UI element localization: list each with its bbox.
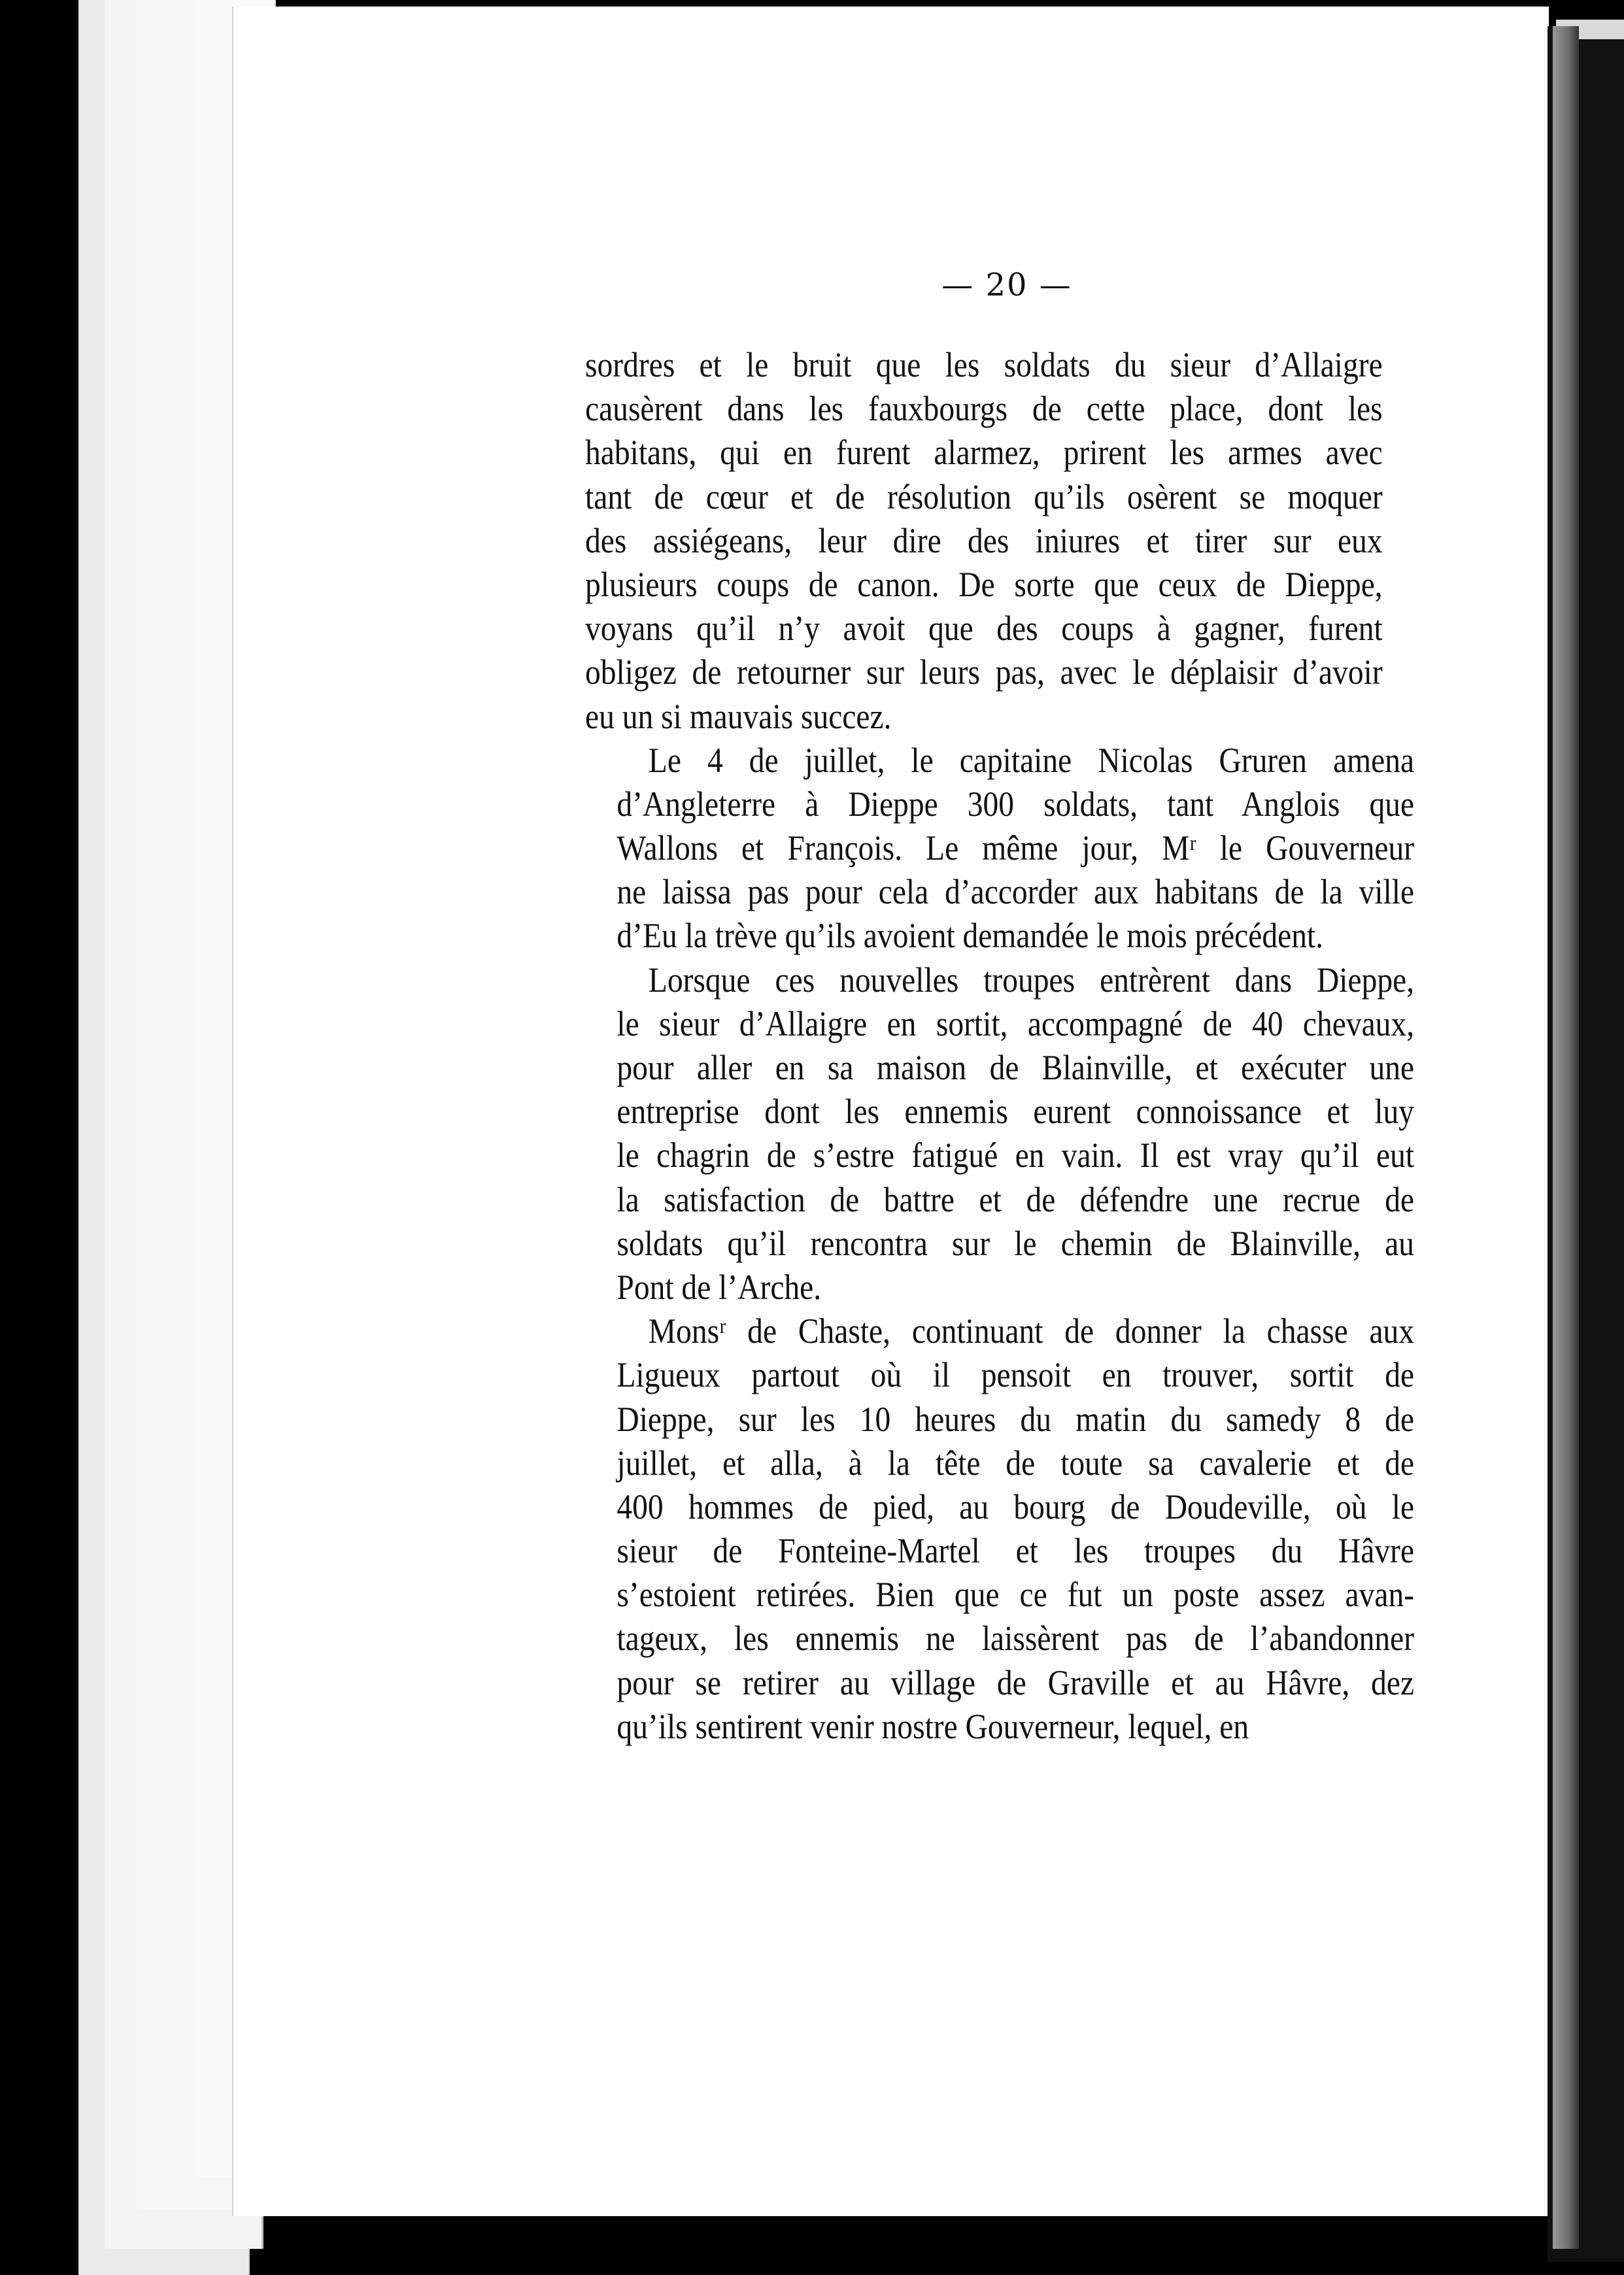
text-line: juillet, et alla, à la tête de toute sa cavalerie et de	[617, 1443, 1415, 1483]
text-line: soldats qu’il rencontra sur le chemin de Blainville, au	[617, 1223, 1415, 1263]
text-line: pour se retirer au village de Graville et au Hâvre, dez	[617, 1662, 1415, 1702]
text-line: entreprise dont les ennemis eurent connoissance et luy	[617, 1092, 1415, 1132]
text-line: Dieppe, sur les 10 heures du matin du samedy 8 de	[617, 1399, 1415, 1439]
text-line: des assiégeans, leur dire des iniures et tirer sur eux	[585, 520, 1383, 560]
text-line: sordres et le bruit que les soldats du sieur d’Allaigre	[585, 345, 1383, 384]
page-number: — 20 —	[941, 267, 1072, 303]
text-line: tageux, les ennemis ne laissèrent pas de l’abandonner	[617, 1619, 1415, 1659]
text-line: Lorsque ces nouvelles troupes entrèrent dans Dieppe,	[648, 960, 1415, 1000]
text-line: obligez de retourner sur leurs pas, avec le déplaisir d’avoir	[585, 652, 1383, 692]
text-line: s’estoient retirées. Bien que ce fut un poste assez avan-	[617, 1575, 1415, 1615]
text-line: eu un si mauvais succez.	[585, 696, 892, 736]
body-text	[585, 343, 1415, 1749]
text-line: Pont de l’Arche.	[617, 1267, 822, 1307]
text-line: causèrent dans les fauxbourgs de cette place, dont les	[585, 389, 1383, 429]
text-line: voyans qu’il n’y avoit que des coups à gagner, furent	[585, 609, 1383, 649]
paragraph	[585, 1309, 1415, 1749]
paragraph	[585, 739, 1415, 958]
text-line: 400 hommes de pied, au bourg de Doudeville, où le	[617, 1487, 1415, 1526]
text-line: qu’ils sentirent venir nostre Gouverneur, lequel, en	[617, 1706, 1249, 1746]
text-line: plusieurs coups de canon. De sorte que ceux de Dieppe,	[585, 564, 1383, 604]
text-line: tant de cœur et de résolution qu’ils osèrent se moquer	[585, 477, 1383, 516]
paragraph	[585, 958, 1415, 1310]
text-line: sieur de Fonteine-Martel et les troupes du Hâvre	[617, 1531, 1415, 1571]
text-line: habitans, qui en furent alarmez, prirent les armes avec	[585, 433, 1383, 473]
text-line: Ligueux partout où il pensoit en trouver, sortit de	[617, 1355, 1415, 1395]
text-line: le sieur d’Allaigre en sortit, accompagné de 40 chevaux,	[617, 1003, 1415, 1043]
text-line: la satisfaction de battre et de défendre une recrue de	[617, 1179, 1415, 1219]
text-line: pour aller en sa maison de Blainville, et exécuter une	[617, 1048, 1415, 1087]
text-line: ne laissa pas pour cela d’accorder aux habitans de la ville	[617, 872, 1415, 912]
spine-shadow-bar	[1553, 26, 1579, 2249]
text-line: Monsʳ de Chaste, continuant de donner la chasse aux	[648, 1311, 1415, 1351]
text-line: d’Angleterre à Dieppe 300 soldats, tant Anglois que	[617, 784, 1415, 824]
text-line: Wallons et François. Le même jour, Mʳ le Gouverneur	[617, 828, 1415, 868]
text-line: d’Eu la trève qu’ils avoient demandée le mois précédent.	[617, 916, 1324, 956]
text-line: le chagrin de s’estre fatigué en vain. Il est vray qu’il eut	[617, 1136, 1415, 1175]
text-line: Le 4 de juillet, le capitaine Nicolas Gruren amena	[648, 740, 1415, 780]
paragraph	[585, 343, 1383, 739]
